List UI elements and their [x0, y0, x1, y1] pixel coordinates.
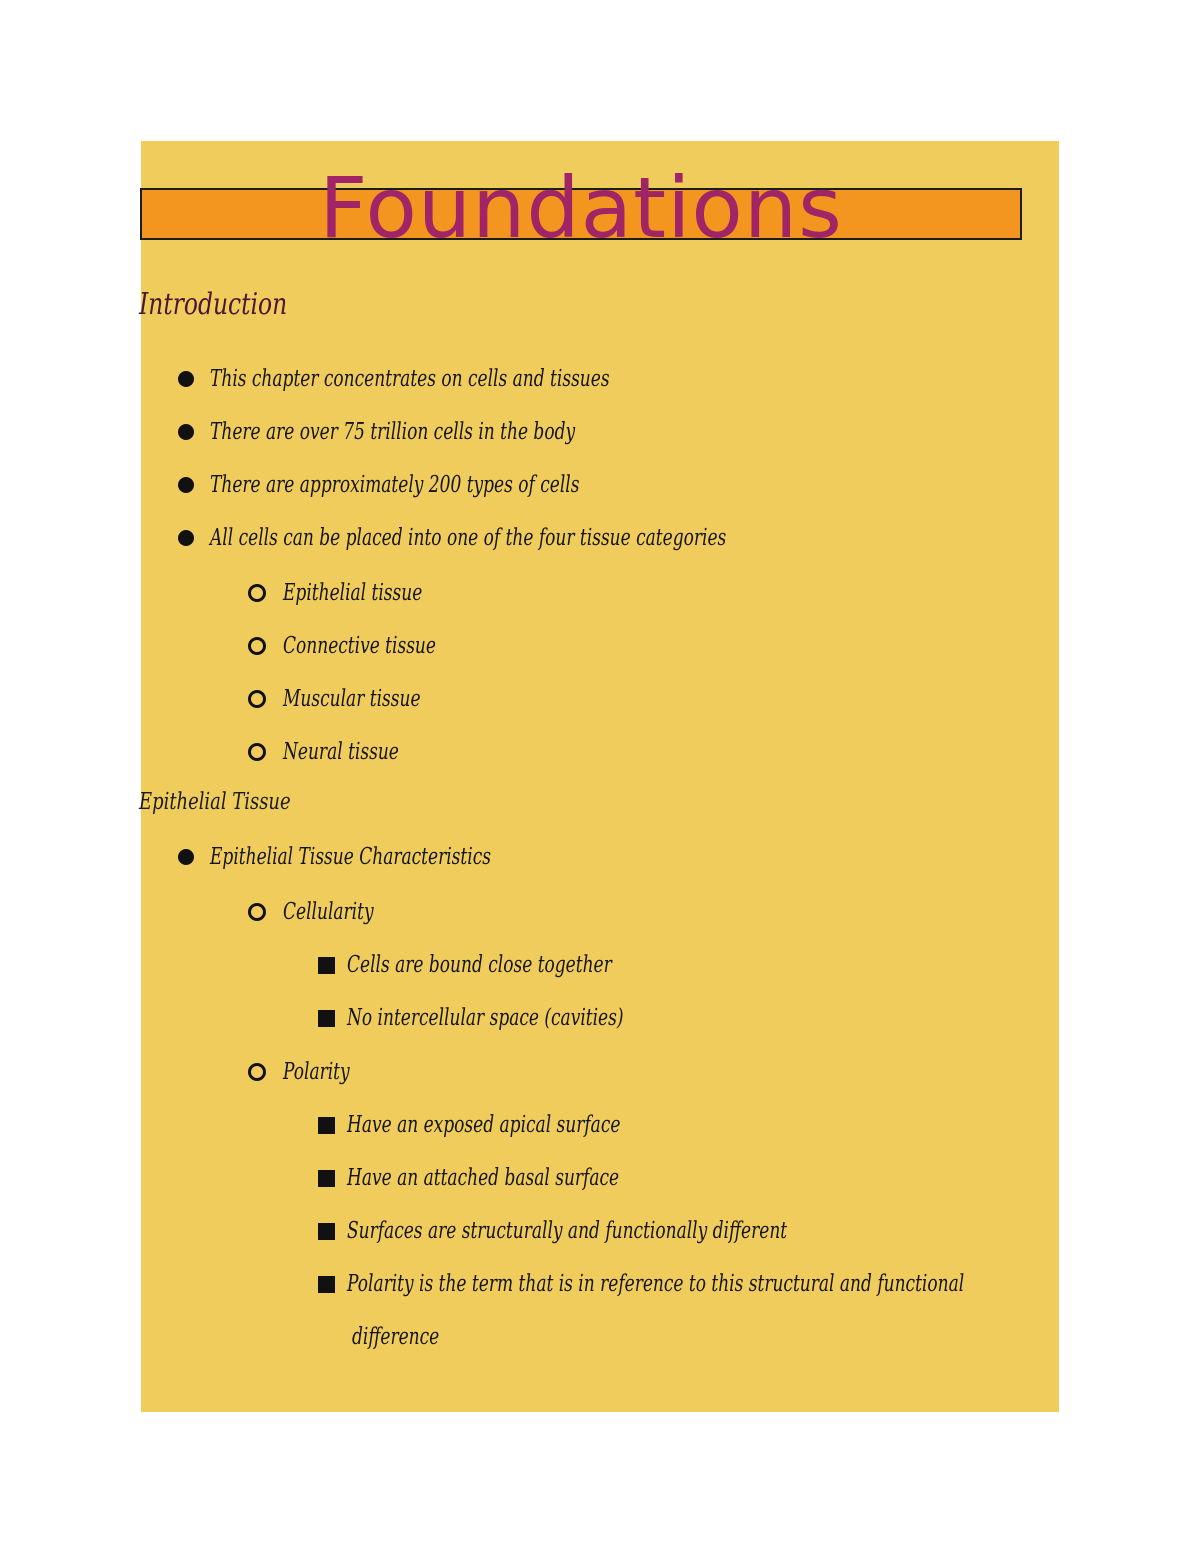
section-heading-epithelial-tissue: Epithelial Tissue	[139, 789, 291, 815]
sub-list-item-text: Muscular tissue	[283, 686, 421, 712]
bullet-square-icon	[318, 957, 335, 974]
bullet-square-icon	[318, 1276, 335, 1293]
list-item	[178, 840, 590, 874]
list-item-text: All cells can be placed into one of the four tissue categories	[210, 525, 727, 551]
sub-sub-list-item	[318, 1214, 942, 1248]
bullet-circle-icon	[248, 1063, 266, 1081]
page-title: Foundations	[319, 159, 843, 257]
sub-list-item-text: Neural tissue	[283, 739, 399, 765]
list-item-text: There are over 75 trillion cells in the body	[210, 419, 576, 445]
sub-list-item	[248, 682, 469, 716]
bullet-disc-icon	[178, 424, 194, 440]
sub-list-item	[248, 629, 490, 663]
sub-list-item-text: Connective tissue	[283, 633, 436, 659]
sub-sub-list-item-text: Cells are bound close together	[347, 952, 612, 978]
sub-list-item	[248, 735, 440, 769]
bullet-square-icon	[318, 1223, 335, 1240]
sub-sub-list-item	[318, 1108, 717, 1142]
bullet-circle-icon	[248, 637, 266, 655]
list-item	[178, 362, 750, 396]
sub-sub-list-item	[318, 1267, 1181, 1301]
bullet-circle-icon	[248, 690, 266, 708]
bullet-disc-icon	[178, 849, 194, 865]
sub-sub-list-item-text: No intercellular space (cavities)	[347, 1005, 624, 1031]
list-item-text: There are approximately 200 types of cells	[210, 472, 580, 498]
bullet-disc-icon	[178, 477, 194, 493]
bullet-square-icon	[318, 1170, 335, 1187]
sub-list-item	[248, 576, 471, 610]
bullet-disc-icon	[178, 530, 194, 546]
list-item-text: Epithelial Tissue Characteristics	[210, 844, 491, 870]
bullet-circle-icon	[248, 584, 266, 602]
bullet-square-icon	[318, 1010, 335, 1027]
sub-list-item-text: Epithelial tissue	[283, 580, 423, 606]
sub-list-item	[248, 895, 405, 929]
list-item-text: This chapter concentrates on cells and tissues	[210, 366, 610, 392]
list-item	[178, 468, 709, 502]
sub-sub-list-item-text: Polarity is the term that is in reference to this structural and functional	[347, 1271, 965, 1297]
section-heading-introduction: Introduction	[139, 287, 288, 322]
sub-sub-list-item-text: Have an attached basal surface	[347, 1165, 620, 1191]
sub-sub-list-item	[318, 948, 705, 982]
bullet-disc-icon	[178, 371, 194, 387]
sub-list-item-text: Polarity	[283, 1059, 350, 1085]
bullet-circle-icon	[248, 743, 266, 761]
list-item	[178, 415, 703, 449]
sub-sub-list-item	[318, 1161, 715, 1195]
sub-list-item-text: Cellularity	[283, 899, 374, 925]
list-item-continuation-text: difference	[352, 1324, 440, 1350]
sub-sub-list-item-text: Have an exposed apical surface	[347, 1112, 621, 1138]
sub-sub-list-item-text: Surfaces are structurally and functionally different	[347, 1218, 788, 1244]
list-item-continuation	[352, 1320, 470, 1354]
list-item	[178, 521, 908, 555]
bullet-circle-icon	[248, 903, 266, 921]
bullet-square-icon	[318, 1117, 335, 1134]
sub-list-item	[248, 1055, 373, 1089]
sub-sub-list-item	[318, 1001, 721, 1035]
